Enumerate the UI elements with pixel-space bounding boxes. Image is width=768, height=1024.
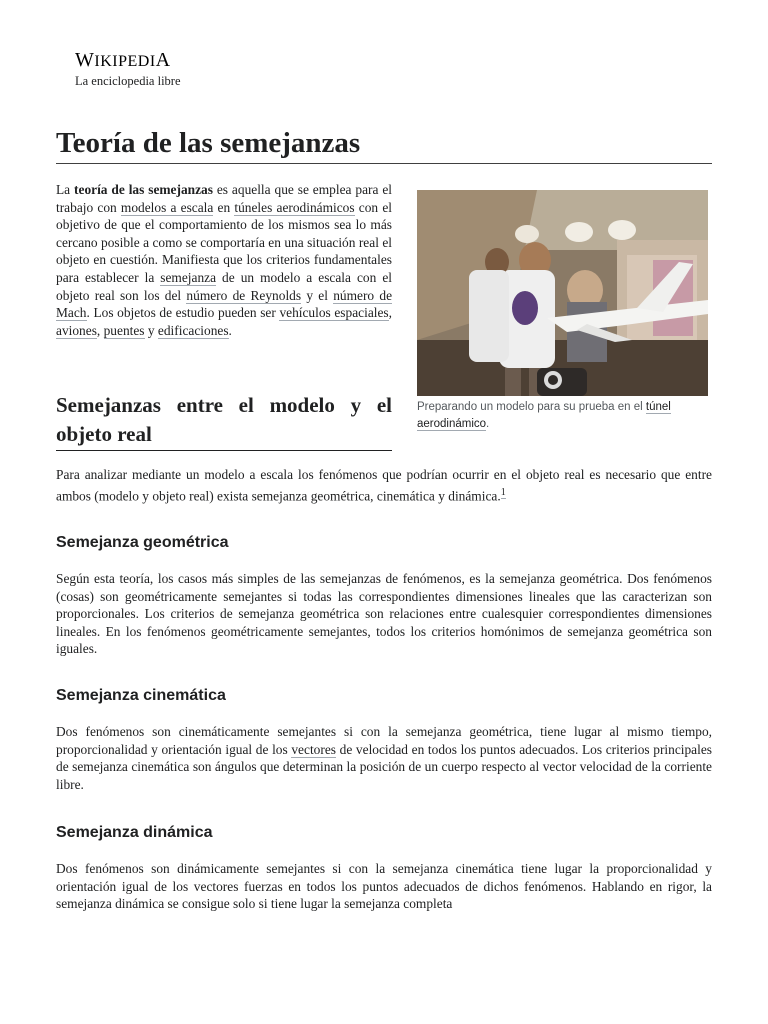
section-cinematica-paragraph: Dos fenómenos son cinemáticamente semejantes si con la semejanza geométrica, tiene lugar al mismo tiempo, proporcionalidad y orientación igual de los vectores de velocidad en todos los puntos adecuados. Los criterios principales de semejanza cinemática son ángulos que determinan la posición de un cuerpo respecto al vector velocidad de la corriente libre. [56,724,713,792]
section-heading-dinamica: Semejanza dinámica [56,824,213,841]
link-numero-de-mach[interactable]: número de Mach [56,287,393,321]
wind-tunnel-photo[interactable] [417,190,708,396]
section-dinamica-paragraph: Dos fenómenos son dinámicamente semejantes si con la semejanza cinemática tiene lugar la proporcionalidad y orientación igual de los vectores fuerzas en todos los puntos adecuados de dichos fenómenos. Hablando en rigor, la semejanza dinámica se consigue solo si tiene lugar la semejanza completa [56,861,712,912]
lead-paragraph: La teoría de las semejanzas es aquella que se emplea para el trabajo con modelos a escala en túneles aerodinámicos con el objetivo de que el comportamiento de los mismos sea lo más cercano posible a como se comportaría en una situación real el objeto en cuestión. Manifiesta que los criterios fundamentales para establecer la semejanza de un modelo a escala con el objeto real son los del número de Reynolds y el número de Mach. Los objetos de estudio pueden ser vehículos espaciales, aviones, puentes y edificaciones. [56,182,393,338]
section-heading-geometrica: Semejanza geométrica [56,534,229,551]
section-geometrica-paragraph: Según esta teoría, los casos más simples de las semejanzas de fenómenos, es la semejanza geométrica. Dos fenómenos (cosas) son geométricamente semejantes si todas las correspondientes dimensiones lineales que las caracterizan son proporcionales. Los criterios de semejanza geométrica son relaciones entre cualesquier correspondientes dimensiones lineales. En los fenómenos geométricamente semejantes, todos los criterios homónimos de semejanza geométrica son iguales. [56,571,712,657]
page-title: Teoría de las semejanzas [56,124,712,164]
link-semejanza[interactable]: semejanza [160,269,217,285]
wikipedia-tagline: La enciclopedia libre [75,74,181,88]
link-numero-de-reynolds[interactable]: número de Reynolds [186,287,302,303]
link-vectores[interactable]: vectores [291,741,336,757]
section-heading-cinematica: Semejanza cinemática [56,687,226,704]
link-aviones[interactable]: aviones [56,322,97,338]
wikipedia-logo[interactable] [75,48,181,88]
link-modelos-a-escala[interactable]: modelos a escala [120,199,214,215]
link-vehiculos-espaciales[interactable]: vehículos espaciales [279,305,389,321]
lead-bold-term: teoría de las semejanzas [74,182,213,197]
reference-marker[interactable]: 1 [500,486,506,498]
article-figure [417,190,709,433]
link-tuneles-aerodinamicos[interactable]: túneles aerodinámicos [234,199,355,215]
link-edificaciones[interactable]: edificaciones [157,322,229,338]
link-puentes[interactable]: puentes [103,322,145,338]
section-heading-semejanzas: Semejanzas entre el modelo y el objeto real [56,391,392,451]
link-tunel-aerodinamico[interactable]: túnel aerodinámico [417,401,671,430]
section-semejanzas-paragraph: Para analizar mediante un modelo a escala los fenómenos que podrían ocurrir en el objeto real es necesario que entre ambos (modelo y objeto real) exista semejanza geométrica, cinemática y dinámica.$^1$ [56,467,712,504]
figure-caption: Preparando un modelo para su prueba en el túnel aerodinámico. [417,401,671,430]
wikipedia-wordmark: WIKIPEDIA [75,49,171,71]
